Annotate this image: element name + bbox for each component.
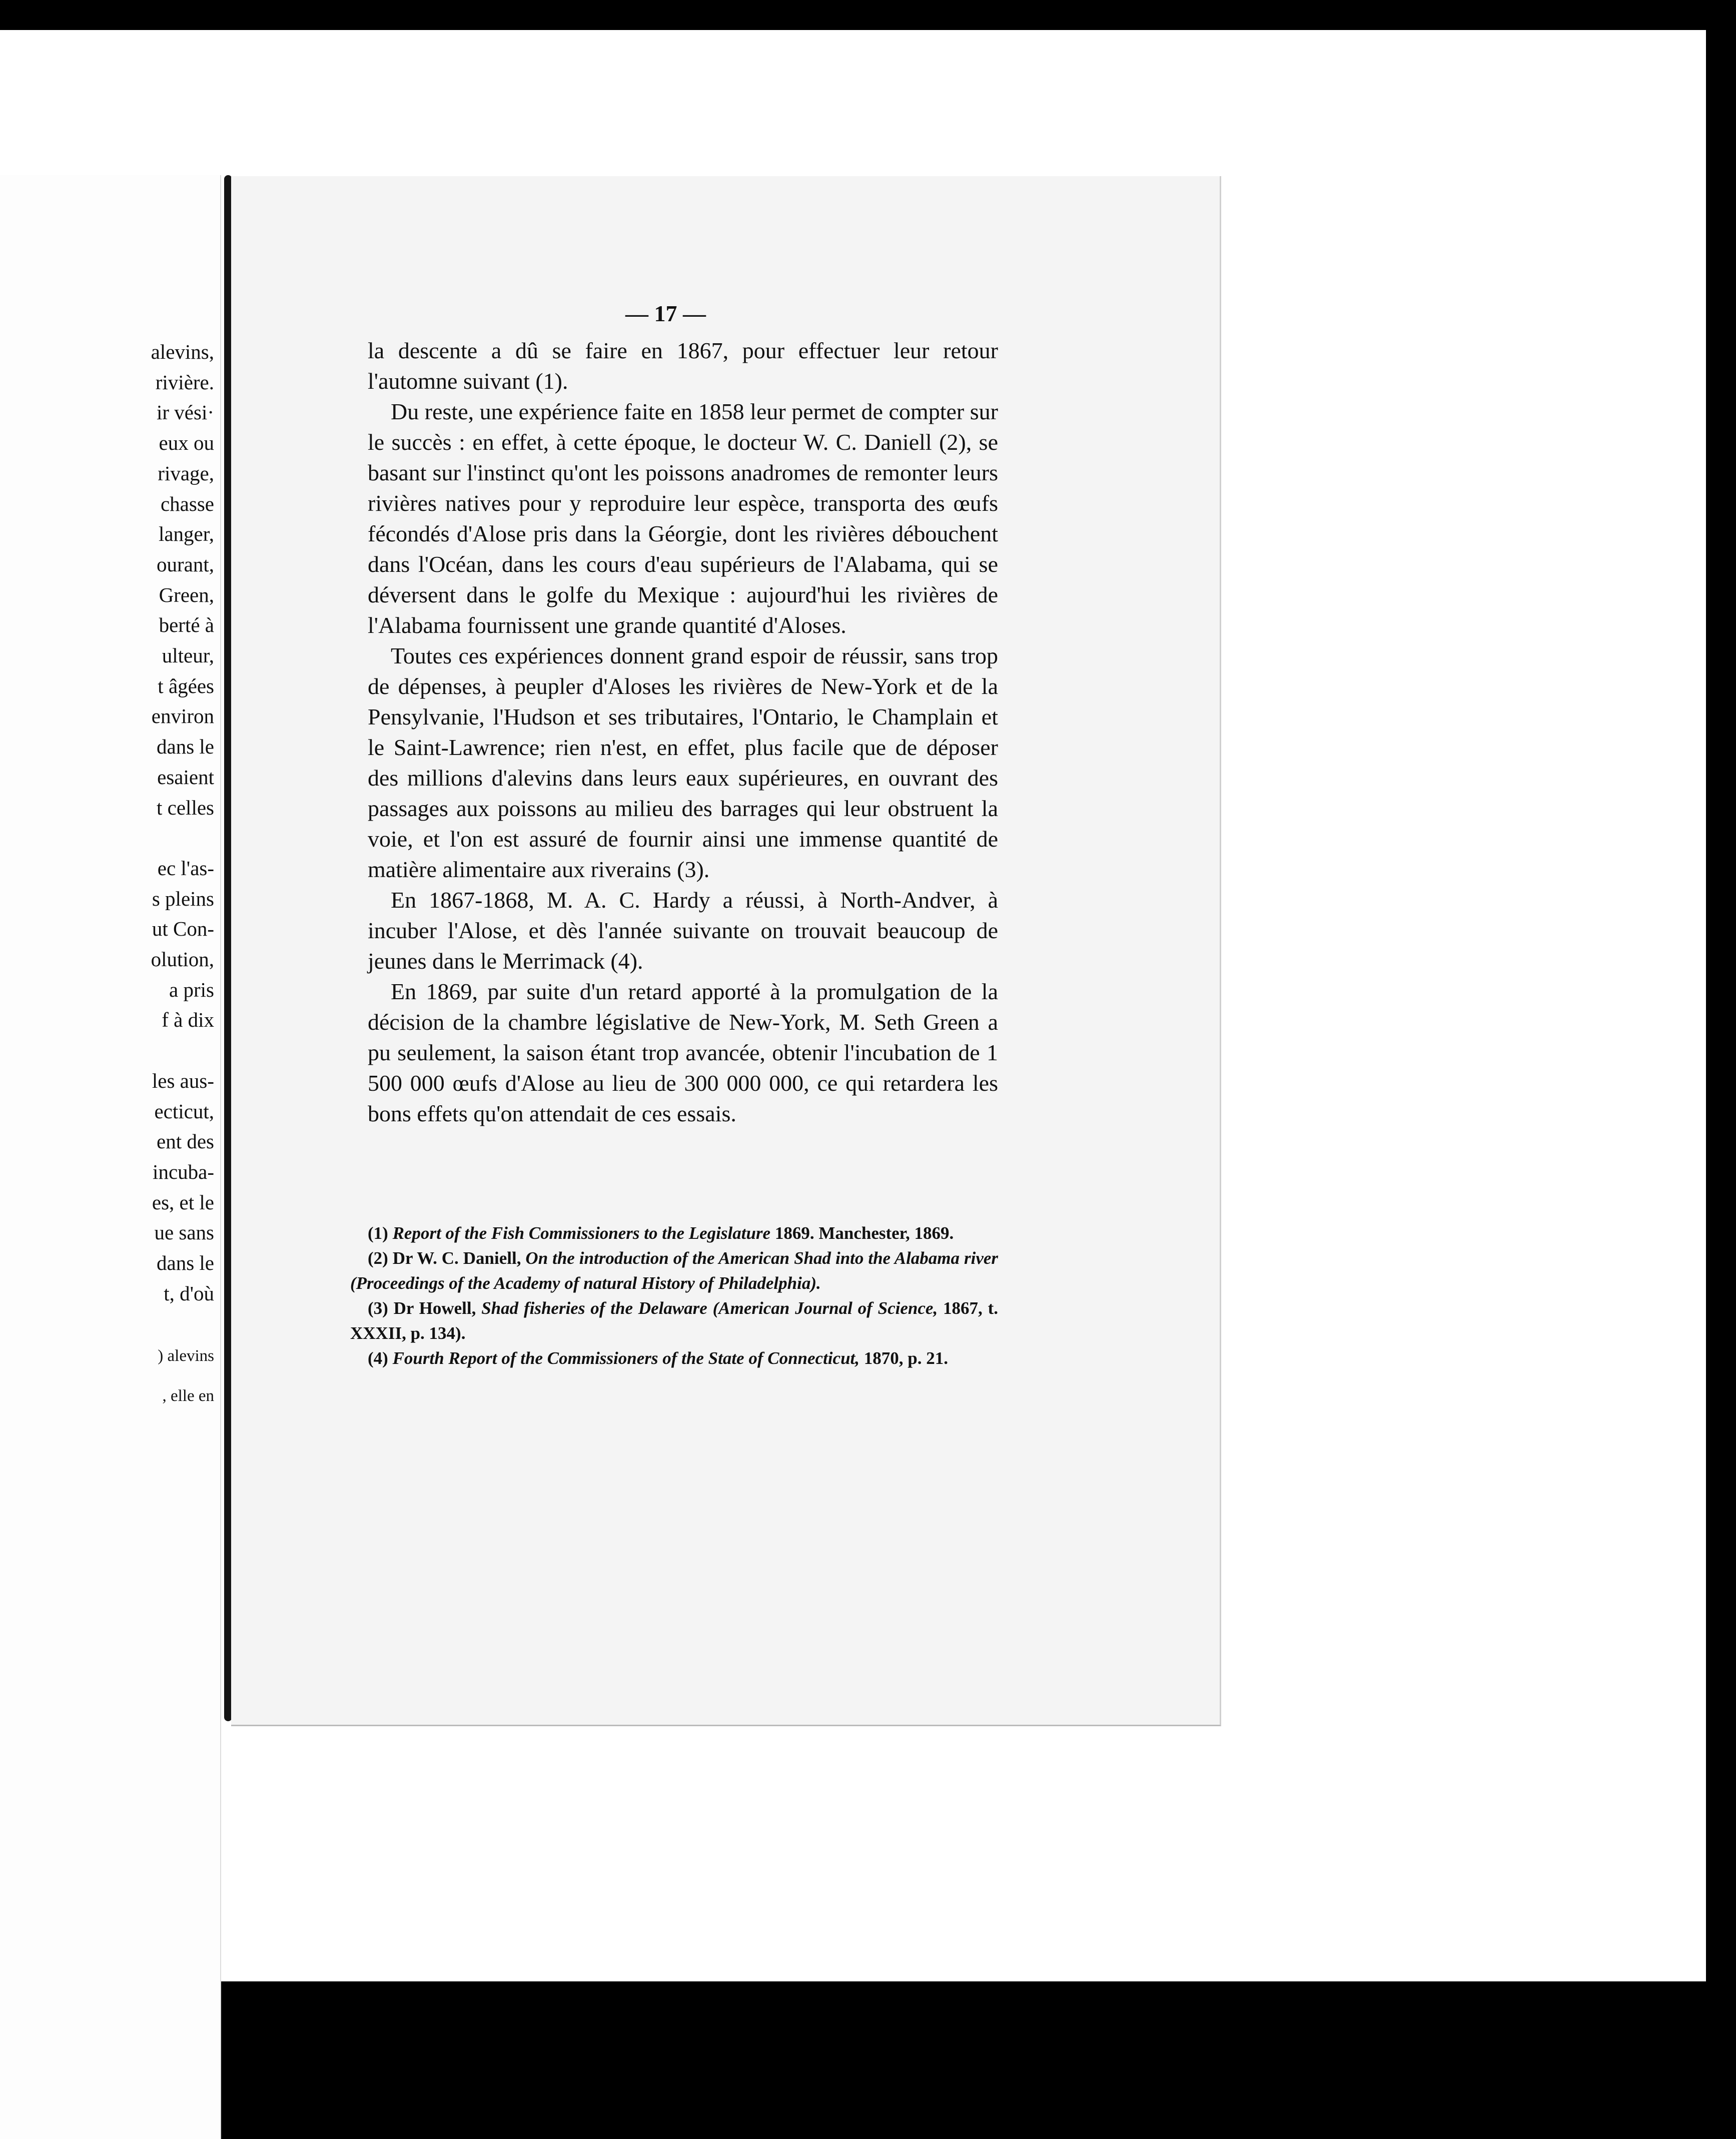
footnote-text: 1867, t. XXXII, p. 134). [350,1298,999,1343]
footnote-title: Report of the Fish Commissioners to the Legislature [392,1223,771,1243]
footnote-text: 1869. Manchester, 1869. [770,1223,954,1243]
paragraph-3: Toutes ces expériences donnent grand espoir de réussir, sans trop de dépenses, à peupler d'Aloses les rivières de New-York et de la Pensylvanie, l'Hudson et ses tributaires, l'Ontario, le Champlain et le Saint-Lawrence; rien n'est, en effet, plus facile que de déposer des millions d'alevins dans leurs eaux supérieures, en ouvrant des passages aux poissons au milieu des barrages qui leur obstruent la voie, et l'on est assuré de fournir ainsi une immense quantité de matière alimentaire aux riverains (3). [368,643,998,882]
left-page-line: les aus- [152,1069,214,1092]
left-page-line: ecticut, [154,1099,214,1123]
footnote-mark: (3) [368,1298,388,1318]
left-page-note-line: ) alevins [158,1347,214,1365]
left-page-line: s pleins [152,887,214,910]
left-page-line: dans le [157,1251,214,1274]
left-page-line: es, et le [152,1190,214,1214]
footnote-mark: (1) [368,1223,388,1243]
left-page-line: rivage, [158,461,214,485]
left-page-line: ourant, [157,552,214,576]
left-page-line: dans le [157,735,214,759]
left-page-line: ir vési· [157,401,214,424]
left-page-line: olution, [151,948,214,971]
left-page-line: rivière. [155,370,214,394]
left-page-line: t âgées [158,674,214,697]
footnote-text: 1870, p. 21. [859,1348,948,1368]
left-page-line: ec l'as- [157,856,214,880]
left-page-line: ulteur, [162,644,214,667]
footnote-title: Fourth Report of the Commissioners of the State of Connecticut, [392,1348,860,1368]
left-page-line: alevins, [151,340,214,363]
left-page-line: Green, [159,583,214,606]
footnote-text: Dr W. C. Daniell, [392,1248,526,1268]
footnote-mark: (4) [368,1348,388,1368]
footnote-2 [350,1246,998,1296]
left-page-line: ent des [157,1130,214,1153]
left-page-line: a pris [169,978,214,1001]
left-page-note-line: , elle en [162,1387,214,1405]
footnotes [350,1221,998,1371]
paragraph-2: Du reste, une expérience faite en 1858 leur permet de compter sur le succès : en effet, à cette époque, le docteur W. C. Daniell (2), se basant sur l'instinct qu'ont les poissons anadromes de remonter leurs rivières natives pour y reproduire leur espèce, transporta des œufs fécondés d'Alose pris dans la Géorgie, dont les rivières débouchent dans l'Océan, dans les cours d'eau supérieurs de l'Alabama, qui se déversent dans le golfe du Mexique : aujourd'hui les rivières de l'Alabama fournissent une grande quantité d'Aloses. [368,399,998,638]
main-text [368,335,998,1129]
paragraph-4: En 1867-1868, M. A. C. Hardy a réussi, à North-Andver, à incuber l'Alose, et dès l'année suivante on trouvait beaucoup de jeunes dans le Merrimack (4). [368,887,998,974]
footnote-mark: (2) [368,1248,388,1268]
left-page-line: f à dix [162,1008,214,1032]
left-page-line: t celles [157,796,214,819]
footnote-1 [350,1221,998,1246]
left-page-line: langer, [158,522,214,546]
footnote-title: On the introduction of the American Shad into the Alabama river (Proceedings of the Academy of natural History of Philadelphia). [350,1248,999,1293]
paragraph-5: En 1869, par suite d'un retard apporté à la promulgation de la décision de la chambre législative de New-York, M. Seth Green a pu seulement, la saison étant trop avancée, obtenir l'incubation de 1 500 000 œufs d'Alose au lieu de 300 000 000, ce qui retardera les bons effets qu'on attendait de ces essais. [368,979,998,1126]
left-page-line: esaient [157,765,214,789]
footnote-text: Dr Howell, [393,1298,482,1318]
left-page-line: t, d'où [164,1281,214,1305]
footnote-4 [350,1346,998,1371]
left-page-line: ut Con- [152,917,214,941]
left-page-line: berté à [159,613,214,637]
footnote-3 [350,1296,998,1346]
left-page-line: chasse [160,492,214,515]
left-page-line: incuba- [153,1160,214,1183]
left-page-line: environ [151,704,214,728]
paragraph-1: la descente a dû se faire en 1867, pour effectuer leur retour l'automne suivant (1). [368,338,998,394]
footnote-title: Shad fisheries of the Delaware (American Journal of Science, [481,1298,938,1318]
left-page-line: eux ou [159,431,214,455]
left-page [0,175,221,2139]
page-number: — 17 — [625,301,706,326]
left-page-line: ue sans [154,1221,214,1244]
